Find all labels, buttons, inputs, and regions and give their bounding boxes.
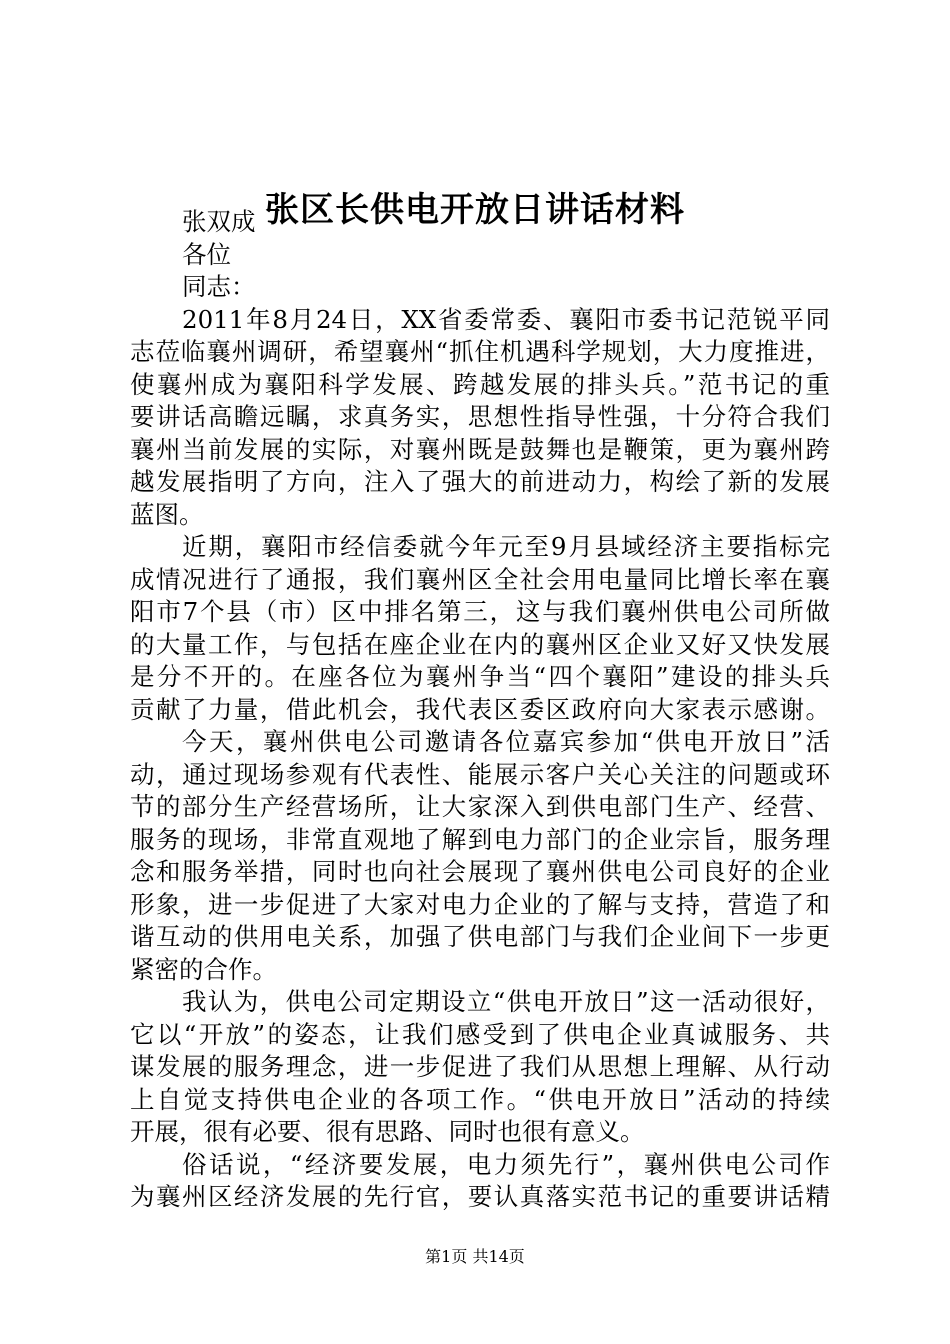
body-line: 越发展指明了方向，注入了强大的前进动力，构绘了新的发展 bbox=[130, 467, 830, 496]
body-line: 我认为，供电公司定期设立“供电开放日”这一活动很好， bbox=[182, 987, 830, 1016]
body-line: 今天，襄州供电公司邀请各位嘉宾参加“供电开放日”活 bbox=[182, 727, 830, 756]
body-line: 同志： bbox=[182, 272, 256, 301]
body-line: 形象，进一步促进了大家对电力企业的了解与支持，营造了和 bbox=[130, 889, 830, 919]
body-line: 节的部分生产经营场所，让大家深入到供电部门生产、经营、 bbox=[130, 792, 830, 821]
body-line: 是分不开的。在座各位为襄州争当“四个襄阳”建设的排头兵 bbox=[130, 662, 830, 691]
body-line: 动，通过现场参观有代表性、能展示客户关心关注的问题或环 bbox=[130, 759, 830, 789]
body-line: 为襄州区经济发展的先行官，要认真落实范书记的重要讲话精 bbox=[130, 1182, 830, 1211]
body-line: 俗话说，“经济要发展，电力须先行”，襄州供电公司作 bbox=[182, 1149, 830, 1179]
body-line: 张双成 bbox=[182, 207, 256, 236]
body-line: 志莅临襄州调研，希望襄州“抓住机遇科学规划，大力度推进， bbox=[130, 337, 830, 366]
page-footer: 第1页 共14页 bbox=[425, 1247, 525, 1266]
body-line: 贡献了力量，借此机会，我代表区委区政府向大家表示感谢。 bbox=[130, 694, 830, 724]
body-line: 的大量工作，与包括在座企业在内的襄州区企业又好又快发展 bbox=[130, 629, 830, 659]
body-line: 阳市7个县（市）区中排名第三，这与我们襄州供电公司所做 bbox=[130, 597, 830, 626]
body-line: 谋发展的服务理念，进一步促进了我们从思想上理解、从行动 bbox=[130, 1052, 830, 1081]
document-body bbox=[130, 206, 830, 1214]
body-line: 近期，襄阳市经信委就今年元至9月县域经济主要指标完 bbox=[182, 532, 830, 561]
document-title: 张区长供电开放日讲话材料 bbox=[265, 190, 685, 230]
body-line: 开展，很有必要、很有思路、同时也很有意义。 bbox=[130, 1117, 645, 1146]
body-line: 服务的现场，非常直观地了解到电力部门的企业宗旨，服务理 bbox=[130, 824, 830, 854]
body-line: 使襄州成为襄阳科学发展、跨越发展的排头兵。”范书记的重 bbox=[130, 369, 830, 399]
body-line: 紧密的合作。 bbox=[130, 954, 277, 984]
body-line: 它以“开放”的姿态，让我们感受到了供电企业真诚服务、共 bbox=[130, 1019, 830, 1049]
body-line: 蓝图。 bbox=[130, 499, 204, 529]
body-line: 谐互动的供用电关系，加强了供电部门与我们企业间下一步更 bbox=[130, 922, 830, 951]
body-line: 成情况进行了通报，我们襄州区全社会用电量同比增长率在襄 bbox=[130, 564, 830, 594]
body-line: 要讲话高瞻远瞩，求真务实，思想性指导性强，十分符合我们 bbox=[130, 402, 830, 431]
body-line: 襄州当前发展的实际，对襄州既是鼓舞也是鞭策，更为襄州跨 bbox=[130, 434, 830, 464]
body-line: 2011年8月24日，XX省委常委、襄阳市委书记范锐平同 bbox=[182, 304, 830, 334]
body-line: 念和服务举措，同时也向社会展现了襄州供电公司良好的企业 bbox=[130, 857, 830, 886]
body-line: 各位 bbox=[182, 239, 231, 269]
body-line: 上自觉支持供电企业的各项工作。“供电开放日”活动的持续 bbox=[130, 1084, 830, 1114]
